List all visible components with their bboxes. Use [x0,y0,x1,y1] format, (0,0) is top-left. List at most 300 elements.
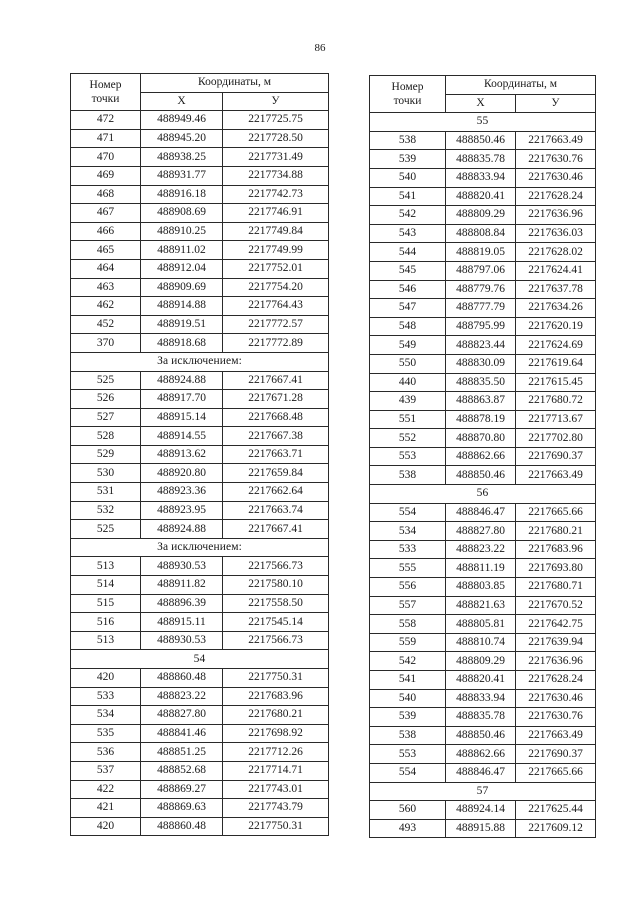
table-row [71,557,329,576]
coordinates-table-right [369,75,596,838]
table-row [370,763,596,782]
section-row [71,538,329,557]
point-number-cell: 440 [370,373,446,392]
point-number-cell: 526 [71,390,141,409]
point-label-line1: Номер [89,79,122,92]
table-row [370,373,596,392]
x-coordinate-cell: 488820.41 [446,671,516,690]
table-row [370,280,596,299]
section-label: 57 [370,782,596,801]
x-coordinate-cell: 488833.94 [446,168,516,187]
table-row [71,687,329,706]
point-number-cell: 534 [370,522,446,541]
y-coordinate-cell: 2217609.12 [516,819,596,838]
point-number-cell: 421 [71,799,141,818]
y-coordinate-cell: 2217625.44 [516,801,596,820]
point-number-cell: 542 [370,206,446,225]
y-coordinate-cell: 2217680.21 [223,706,329,725]
point-number-cell: 525 [71,371,141,390]
point-number-cell: 516 [71,613,141,632]
x-coordinate-cell: 488862.66 [446,745,516,764]
table-row [71,148,329,167]
point-number-cell: 531 [71,483,141,502]
y-coordinate-cell: 2217667.41 [223,371,329,390]
x-coordinate-cell: 488835.78 [446,708,516,727]
y-coordinate-cell: 2217725.75 [223,111,329,130]
table-row [370,354,596,373]
x-coordinate-cell: 488919.51 [141,315,223,334]
y-coordinate-cell: 2217630.46 [516,689,596,708]
table-row [71,799,329,818]
table-row [71,743,329,762]
x-coordinate-cell: 488810.74 [446,633,516,652]
x-coordinate-cell: 488821.63 [446,596,516,615]
point-number-cell: 553 [370,745,446,764]
section-label: 54 [71,650,329,669]
point-number-cell: 557 [370,596,446,615]
y-coordinate-cell: 2217663.74 [223,501,329,520]
table-row [71,408,329,427]
y-coordinate-cell: 2217750.31 [223,817,329,836]
y-coordinate-cell: 2217636.96 [516,652,596,671]
y-coordinate-cell: 2217634.26 [516,299,596,318]
y-coordinate-cell: 2217749.99 [223,241,329,260]
x-coordinate-cell: 488908.69 [141,204,223,223]
point-number-cell: 546 [370,280,446,299]
x-coordinate-cell: 488913.62 [141,445,223,464]
y-coordinate-cell: 2217772.89 [223,334,329,353]
table-row [370,596,596,615]
table-row [370,801,596,820]
y-coordinate-cell: 2217636.96 [516,206,596,225]
y-coordinate-cell: 2217690.37 [516,447,596,466]
table-row [370,819,596,838]
table-row [370,131,596,150]
table-row [370,578,596,597]
y-coordinate-cell: 2217772.57 [223,315,329,334]
section-row [71,352,329,371]
table-row [370,559,596,578]
section-row [370,485,596,504]
y-coordinate-cell: 2217698.92 [223,724,329,743]
section-label: 56 [370,485,596,504]
y-coordinate-cell: 2217683.96 [223,687,329,706]
x-coordinate-cell: 488846.47 [446,763,516,782]
x-coordinate-cell: 488869.27 [141,780,223,799]
point-number-cell: 549 [370,336,446,355]
table-row [370,299,596,318]
x-coordinate-cell: 488811.19 [446,559,516,578]
y-coordinate-cell: 2217734.88 [223,166,329,185]
section-row [370,782,596,801]
table-row [71,464,329,483]
x-coordinate-cell: 488779.76 [446,280,516,299]
table-row [370,206,596,225]
point-number-cell: 560 [370,801,446,820]
point-number-cell: 370 [71,334,141,353]
point-number-cell: 533 [370,540,446,559]
point-number-cell: 467 [71,204,141,223]
y-coordinate-cell: 2217630.46 [516,168,596,187]
x-coordinate-cell: 488915.14 [141,408,223,427]
y-coordinate-cell: 2217680.21 [516,522,596,541]
point-number-cell: 539 [370,150,446,169]
table-row [71,706,329,725]
x-coordinate-cell: 488909.69 [141,278,223,297]
table-row [370,150,596,169]
x-coordinate-cell: 488862.66 [446,447,516,466]
x-coordinate-cell: 488820.41 [446,187,516,206]
y-coordinate-cell: 2217693.80 [516,559,596,578]
y-coordinate-cell: 2217663.49 [516,726,596,745]
table-row [370,187,596,206]
x-coordinate-cell: 488914.55 [141,427,223,446]
point-number-cell: 538 [370,726,446,745]
point-number-cell: 547 [370,299,446,318]
point-number-cell: 540 [370,689,446,708]
table-row [71,594,329,613]
y-coordinate-cell: 2217659.84 [223,464,329,483]
x-coordinate-cell: 488835.50 [446,373,516,392]
header-row [370,76,596,95]
table-row [71,204,329,223]
point-number-cell: 493 [370,819,446,838]
y-coordinate-cell: 2217712.26 [223,743,329,762]
table-row [71,427,329,446]
table-row [71,222,329,241]
x-coordinate-cell: 488860.48 [141,669,223,688]
x-coordinate-cell: 488924.88 [141,520,223,539]
table-row [370,689,596,708]
x-coordinate-cell: 488863.87 [446,392,516,411]
y-coordinate-cell: 2217624.41 [516,261,596,280]
table-row [71,166,329,185]
y-coordinate-cell: 2217624.69 [516,336,596,355]
point-number-cell: 528 [71,427,141,446]
point-number-cell: 552 [370,429,446,448]
y-coordinate-cell: 2217630.76 [516,150,596,169]
point-number-cell: 471 [71,129,141,148]
y-coordinate-cell: 2217667.38 [223,427,329,446]
y-coordinate-cell: 2217743.79 [223,799,329,818]
table-row [370,522,596,541]
x-header: X [446,94,516,113]
y-coordinate-cell: 2217750.31 [223,669,329,688]
table-row [71,631,329,650]
y-coordinate-cell: 2217639.94 [516,633,596,652]
x-coordinate-cell: 488920.80 [141,464,223,483]
x-header: X [141,92,223,111]
y-coordinate-cell: 2217670.52 [516,596,596,615]
y-coordinate-cell: 2217683.96 [516,540,596,559]
y-coordinate-cell: 2217663.49 [516,466,596,485]
table-row [71,111,329,130]
y-coordinate-cell: 2217728.50 [223,129,329,148]
table-row [71,315,329,334]
x-coordinate-cell: 488930.53 [141,631,223,650]
y-coordinate-cell: 2217668.48 [223,408,329,427]
x-coordinate-cell: 488823.22 [141,687,223,706]
table-row [71,297,329,316]
point-number-cell: 472 [71,111,141,130]
point-number-cell: 462 [71,297,141,316]
y-coordinate-cell: 2217566.73 [223,631,329,650]
point-number-cell: 466 [71,222,141,241]
table-row [370,447,596,466]
table-row [370,708,596,727]
x-coordinate-cell: 488917.70 [141,390,223,409]
table-row [370,392,596,411]
point-number-cell: 548 [370,317,446,336]
table-row [370,745,596,764]
point-number-cell: 439 [370,392,446,411]
x-coordinate-cell: 488823.44 [446,336,516,355]
section-row [370,113,596,132]
section-label: 55 [370,113,596,132]
y-coordinate-cell: 2217746.91 [223,204,329,223]
x-coordinate-cell: 488915.11 [141,613,223,632]
x-coordinate-cell: 488931.77 [141,166,223,185]
x-coordinate-cell: 488924.88 [141,371,223,390]
y-header: У [516,94,596,113]
x-coordinate-cell: 488809.29 [446,652,516,671]
table-row [71,724,329,743]
y-coordinate-cell: 2217663.49 [516,131,596,150]
x-coordinate-cell: 488916.18 [141,185,223,204]
point-number-cell: 533 [71,687,141,706]
x-coordinate-cell: 488923.36 [141,483,223,502]
y-coordinate-cell: 2217680.72 [516,392,596,411]
table-row [71,278,329,297]
x-coordinate-cell: 488878.19 [446,410,516,429]
table-row [370,615,596,634]
point-number-cell: 420 [71,669,141,688]
coordinates-header: Координаты, м [141,74,329,93]
x-coordinate-cell: 488803.85 [446,578,516,597]
x-coordinate-cell: 488860.48 [141,817,223,836]
y-coordinate-cell: 2217620.19 [516,317,596,336]
y-header: У [223,92,329,111]
y-coordinate-cell: 2217665.66 [516,503,596,522]
y-coordinate-cell: 2217714.71 [223,761,329,780]
y-coordinate-cell: 2217628.24 [516,187,596,206]
table-row [370,633,596,652]
point-number-cell: 553 [370,447,446,466]
table-row [71,761,329,780]
table-row [370,410,596,429]
x-coordinate-cell: 488896.39 [141,594,223,613]
table-row [370,336,596,355]
y-coordinate-cell: 2217558.50 [223,594,329,613]
table-row [71,613,329,632]
point-label-line1: Номер [391,81,424,94]
point-number-cell: 532 [71,501,141,520]
table-row [71,334,329,353]
y-coordinate-cell: 2217637.78 [516,280,596,299]
point-number-cell: 452 [71,315,141,334]
point-number-cell: 538 [370,131,446,150]
y-coordinate-cell: 2217702.80 [516,429,596,448]
point-label-line2: точки [393,95,422,108]
y-coordinate-cell: 2217628.02 [516,243,596,262]
y-coordinate-cell: 2217566.73 [223,557,329,576]
table-row [370,671,596,690]
section-row [71,650,329,669]
y-coordinate-cell: 2217545.14 [223,613,329,632]
point-number-cell: 525 [71,520,141,539]
section-label: За исключением: [71,538,329,557]
x-coordinate-cell: 488914.88 [141,297,223,316]
point-number-cell: 527 [71,408,141,427]
table-row [71,129,329,148]
x-coordinate-cell: 488827.80 [446,522,516,541]
coordinates-table-left [70,73,329,836]
y-coordinate-cell: 2217731.49 [223,148,329,167]
x-coordinate-cell: 488949.46 [141,111,223,130]
point-number-cell: 515 [71,594,141,613]
x-coordinate-cell: 488915.88 [446,819,516,838]
point-number-cell: 470 [71,148,141,167]
table-row [370,429,596,448]
table-row [71,185,329,204]
table-row [71,576,329,595]
x-coordinate-cell: 488938.25 [141,148,223,167]
x-coordinate-cell: 488850.46 [446,466,516,485]
point-number-cell: 556 [370,578,446,597]
point-number-cell: 463 [71,278,141,297]
x-coordinate-cell: 488846.47 [446,503,516,522]
point-number-cell: 554 [370,503,446,522]
y-coordinate-cell: 2217636.03 [516,224,596,243]
y-coordinate-cell: 2217749.84 [223,222,329,241]
y-coordinate-cell: 2217743.01 [223,780,329,799]
y-coordinate-cell: 2217642.75 [516,615,596,634]
point-number-cell: 541 [370,187,446,206]
y-coordinate-cell: 2217752.01 [223,259,329,278]
point-number-cell: 422 [71,780,141,799]
point-number-cell: 539 [370,708,446,727]
x-coordinate-cell: 488923.95 [141,501,223,520]
point-number-cell: 468 [71,185,141,204]
point-number-cell: 535 [71,724,141,743]
point-number-cell: 555 [370,559,446,578]
x-coordinate-cell: 488808.84 [446,224,516,243]
table-row [370,317,596,336]
y-coordinate-cell: 2217663.71 [223,445,329,464]
x-coordinate-cell: 488911.82 [141,576,223,595]
point-number-cell: 545 [370,261,446,280]
x-coordinate-cell: 488870.80 [446,429,516,448]
x-coordinate-cell: 488912.04 [141,259,223,278]
y-coordinate-cell: 2217630.76 [516,708,596,727]
y-coordinate-cell: 2217713.67 [516,410,596,429]
y-coordinate-cell: 2217667.41 [223,520,329,539]
x-coordinate-cell: 488851.25 [141,743,223,762]
point-number-cell: 542 [370,652,446,671]
x-coordinate-cell: 488805.81 [446,615,516,634]
table-body [71,111,329,836]
point-number-cell: 550 [370,354,446,373]
x-coordinate-cell: 488930.53 [141,557,223,576]
table-row [71,445,329,464]
table-row [370,168,596,187]
point-number-cell: 465 [71,241,141,260]
table-row [71,817,329,836]
point-number-cell: 537 [71,761,141,780]
x-coordinate-cell: 488852.68 [141,761,223,780]
point-number-cell: 513 [71,631,141,650]
point-number-cell: 554 [370,763,446,782]
table-row [71,780,329,799]
table-row [71,259,329,278]
x-coordinate-cell: 488869.63 [141,799,223,818]
y-coordinate-cell: 2217619.64 [516,354,596,373]
x-coordinate-cell: 488827.80 [141,706,223,725]
point-number-header [71,74,141,111]
table-row [71,501,329,520]
x-coordinate-cell: 488819.05 [446,243,516,262]
x-coordinate-cell: 488945.20 [141,129,223,148]
table-row [370,224,596,243]
table-row [71,520,329,539]
header-row [71,74,329,93]
table-row [370,726,596,745]
table-row [370,243,596,262]
x-coordinate-cell: 488797.06 [446,261,516,280]
y-coordinate-cell: 2217742.73 [223,185,329,204]
table-row [370,540,596,559]
y-coordinate-cell: 2217628.24 [516,671,596,690]
y-coordinate-cell: 2217662.64 [223,483,329,502]
table-row [71,483,329,502]
x-coordinate-cell: 488777.79 [446,299,516,318]
point-label-line2: точки [91,93,120,106]
x-coordinate-cell: 488841.46 [141,724,223,743]
y-coordinate-cell: 2217671.28 [223,390,329,409]
point-number-cell: 558 [370,615,446,634]
x-coordinate-cell: 488823.22 [446,540,516,559]
point-number-cell: 420 [71,817,141,836]
point-number-cell: 541 [370,671,446,690]
x-coordinate-cell: 488850.46 [446,726,516,745]
x-coordinate-cell: 488911.02 [141,241,223,260]
y-coordinate-cell: 2217665.66 [516,763,596,782]
table-row [370,652,596,671]
point-number-cell: 544 [370,243,446,262]
point-number-cell: 534 [71,706,141,725]
point-number-cell: 536 [71,743,141,762]
section-label: За исключением: [71,352,329,371]
table-row [370,261,596,280]
point-number-cell: 559 [370,633,446,652]
x-coordinate-cell: 488833.94 [446,689,516,708]
x-coordinate-cell: 488918.68 [141,334,223,353]
y-coordinate-cell: 2217580.10 [223,576,329,595]
x-coordinate-cell: 488795.99 [446,317,516,336]
table-row [71,390,329,409]
point-number-header [370,76,446,113]
table-row [71,241,329,260]
coordinates-header: Координаты, м [446,76,596,95]
point-number-cell: 543 [370,224,446,243]
point-number-cell: 513 [71,557,141,576]
table-body [370,113,596,838]
point-number-cell: 538 [370,466,446,485]
point-number-cell: 529 [71,445,141,464]
table-row [370,503,596,522]
x-coordinate-cell: 488924.14 [446,801,516,820]
x-coordinate-cell: 488850.46 [446,131,516,150]
